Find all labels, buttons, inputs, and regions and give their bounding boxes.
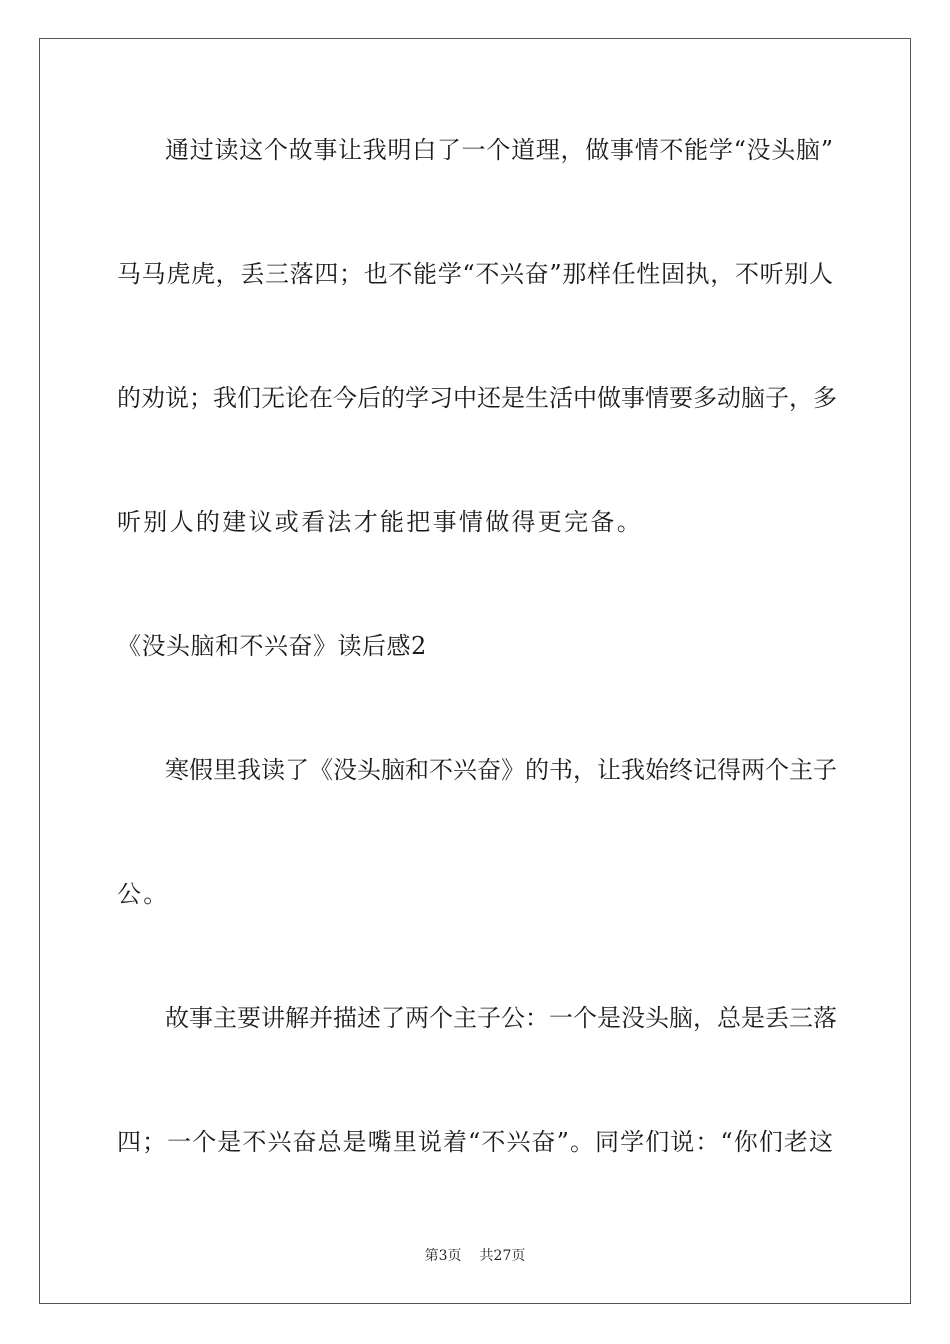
paragraph-1-line-2: 马马虎虎，丢三落四；也不能学“不兴奋”那样任性固执，不听别人 (117, 260, 833, 288)
paragraph-2-line-1: 寒假里我读了《没头脑和不兴奋》的书，让我始终记得两个主子 (165, 756, 837, 784)
paragraph-1-line-1: 通过读这个故事让我明白了一个道理，做事情不能学“没头脑” (165, 136, 833, 164)
page-border (39, 38, 911, 1304)
page-number-current: 第3页 (424, 1248, 462, 1264)
paragraph-2-line-2: 公。 (117, 880, 170, 908)
paragraph-3-line-2: 四；一个是不兴奋总是嘴里说着“不兴奋”。同学们说：“你们老这 (117, 1128, 833, 1156)
section-heading: 《没头脑和不兴奋》读后感2 (117, 632, 427, 660)
paragraph-1-line-4: 听别人的建议或看法才能把事情做得更完备。 (117, 508, 643, 536)
page-number-total: 共27页 (479, 1248, 526, 1264)
paragraph-1-line-3: 的劝说；我们无论在今后的学习中还是生活中做事情要多动脑子，多 (117, 384, 837, 412)
paragraph-3-line-1: 故事主要讲解并描述了两个主子公：一个是没头脑，总是丢三落 (165, 1004, 837, 1032)
page-footer (0, 1247, 950, 1265)
